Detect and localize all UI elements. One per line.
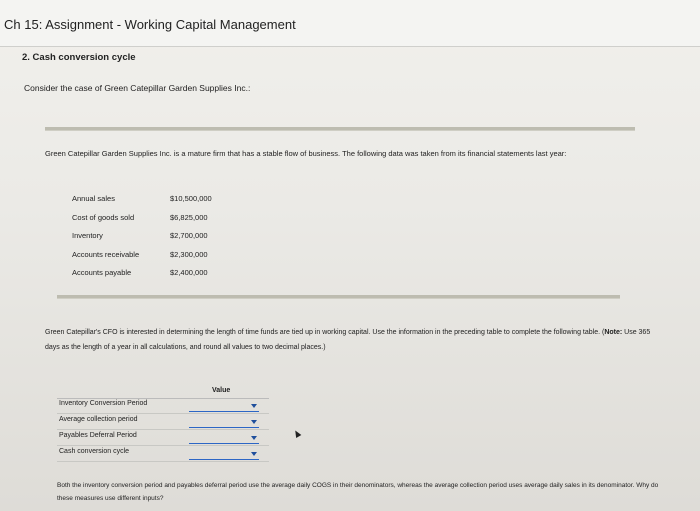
value-dropdown[interactable] — [189, 424, 259, 428]
table-row — [57, 415, 269, 430]
assignment-title: Ch 15: Assignment - Working Capital Management — [4, 17, 296, 32]
section-title: 2. Cash conversion cycle — [22, 52, 136, 63]
row-label: Cash conversion cycle — [59, 448, 130, 455]
row-value: $2,700,000 — [170, 231, 208, 240]
assignment-header — [0, 0, 700, 47]
chevron-down-icon[interactable] — [251, 452, 257, 456]
row-value: $10,500,000 — [170, 194, 212, 203]
row-label: Average collection period — [59, 416, 138, 423]
chevron-down-icon[interactable] — [251, 436, 257, 440]
chevron-down-icon[interactable] — [251, 420, 257, 424]
value-dropdown[interactable] — [189, 440, 259, 444]
row-label: Inventory Conversion Period — [59, 400, 148, 407]
row-label: Cost of goods sold — [72, 212, 135, 222]
problem-paragraph: Green Catepillar Garden Supplies Inc. is a mature firm that has a stable flow of business. The following data was taken from its financial statements last year: — [45, 149, 567, 158]
value-dropdown[interactable] — [189, 408, 259, 412]
instructions-text: Green Catepillar's CFO is interested in determining the length of time funds are tied up in working capital. Use the information in the preceding table to complete the following table. ( — [45, 329, 605, 336]
instructions-text: Use 365 days as the length of a year in all calculations, and round all values to two decimal places.) — [45, 329, 651, 351]
intro-text: Consider the case of Green Catepillar Garden Supplies Inc.: — [24, 83, 251, 93]
table-row — [57, 447, 269, 462]
question-paragraph: Both the inventory conversion period and payables deferral period use the average daily COGS in their denominators, whereas the average collection period uses average daily sales in its denominator. Why do these measures use different inputs? — [57, 482, 659, 502]
row-label: Accounts payable — [72, 268, 132, 277]
value-column-header: Value — [212, 387, 231, 394]
value-dropdown[interactable] — [189, 456, 259, 460]
row-label: Annual sales — [72, 194, 115, 203]
divider — [57, 295, 620, 298]
row-label: Inventory — [72, 231, 103, 240]
row-label: Payables Deferral Period — [59, 432, 137, 439]
table-row — [57, 399, 269, 414]
row-value: $2,300,000 — [170, 249, 208, 259]
divider — [45, 127, 635, 130]
instructions-paragraph — [45, 325, 665, 355]
note-label: Note: — [604, 329, 623, 336]
table-row — [57, 431, 269, 446]
row-label: Accounts receivable — [72, 249, 140, 259]
row-value: $6,825,000 — [170, 212, 208, 222]
chevron-down-icon[interactable] — [251, 404, 257, 408]
row-value: $2,400,000 — [170, 268, 208, 277]
